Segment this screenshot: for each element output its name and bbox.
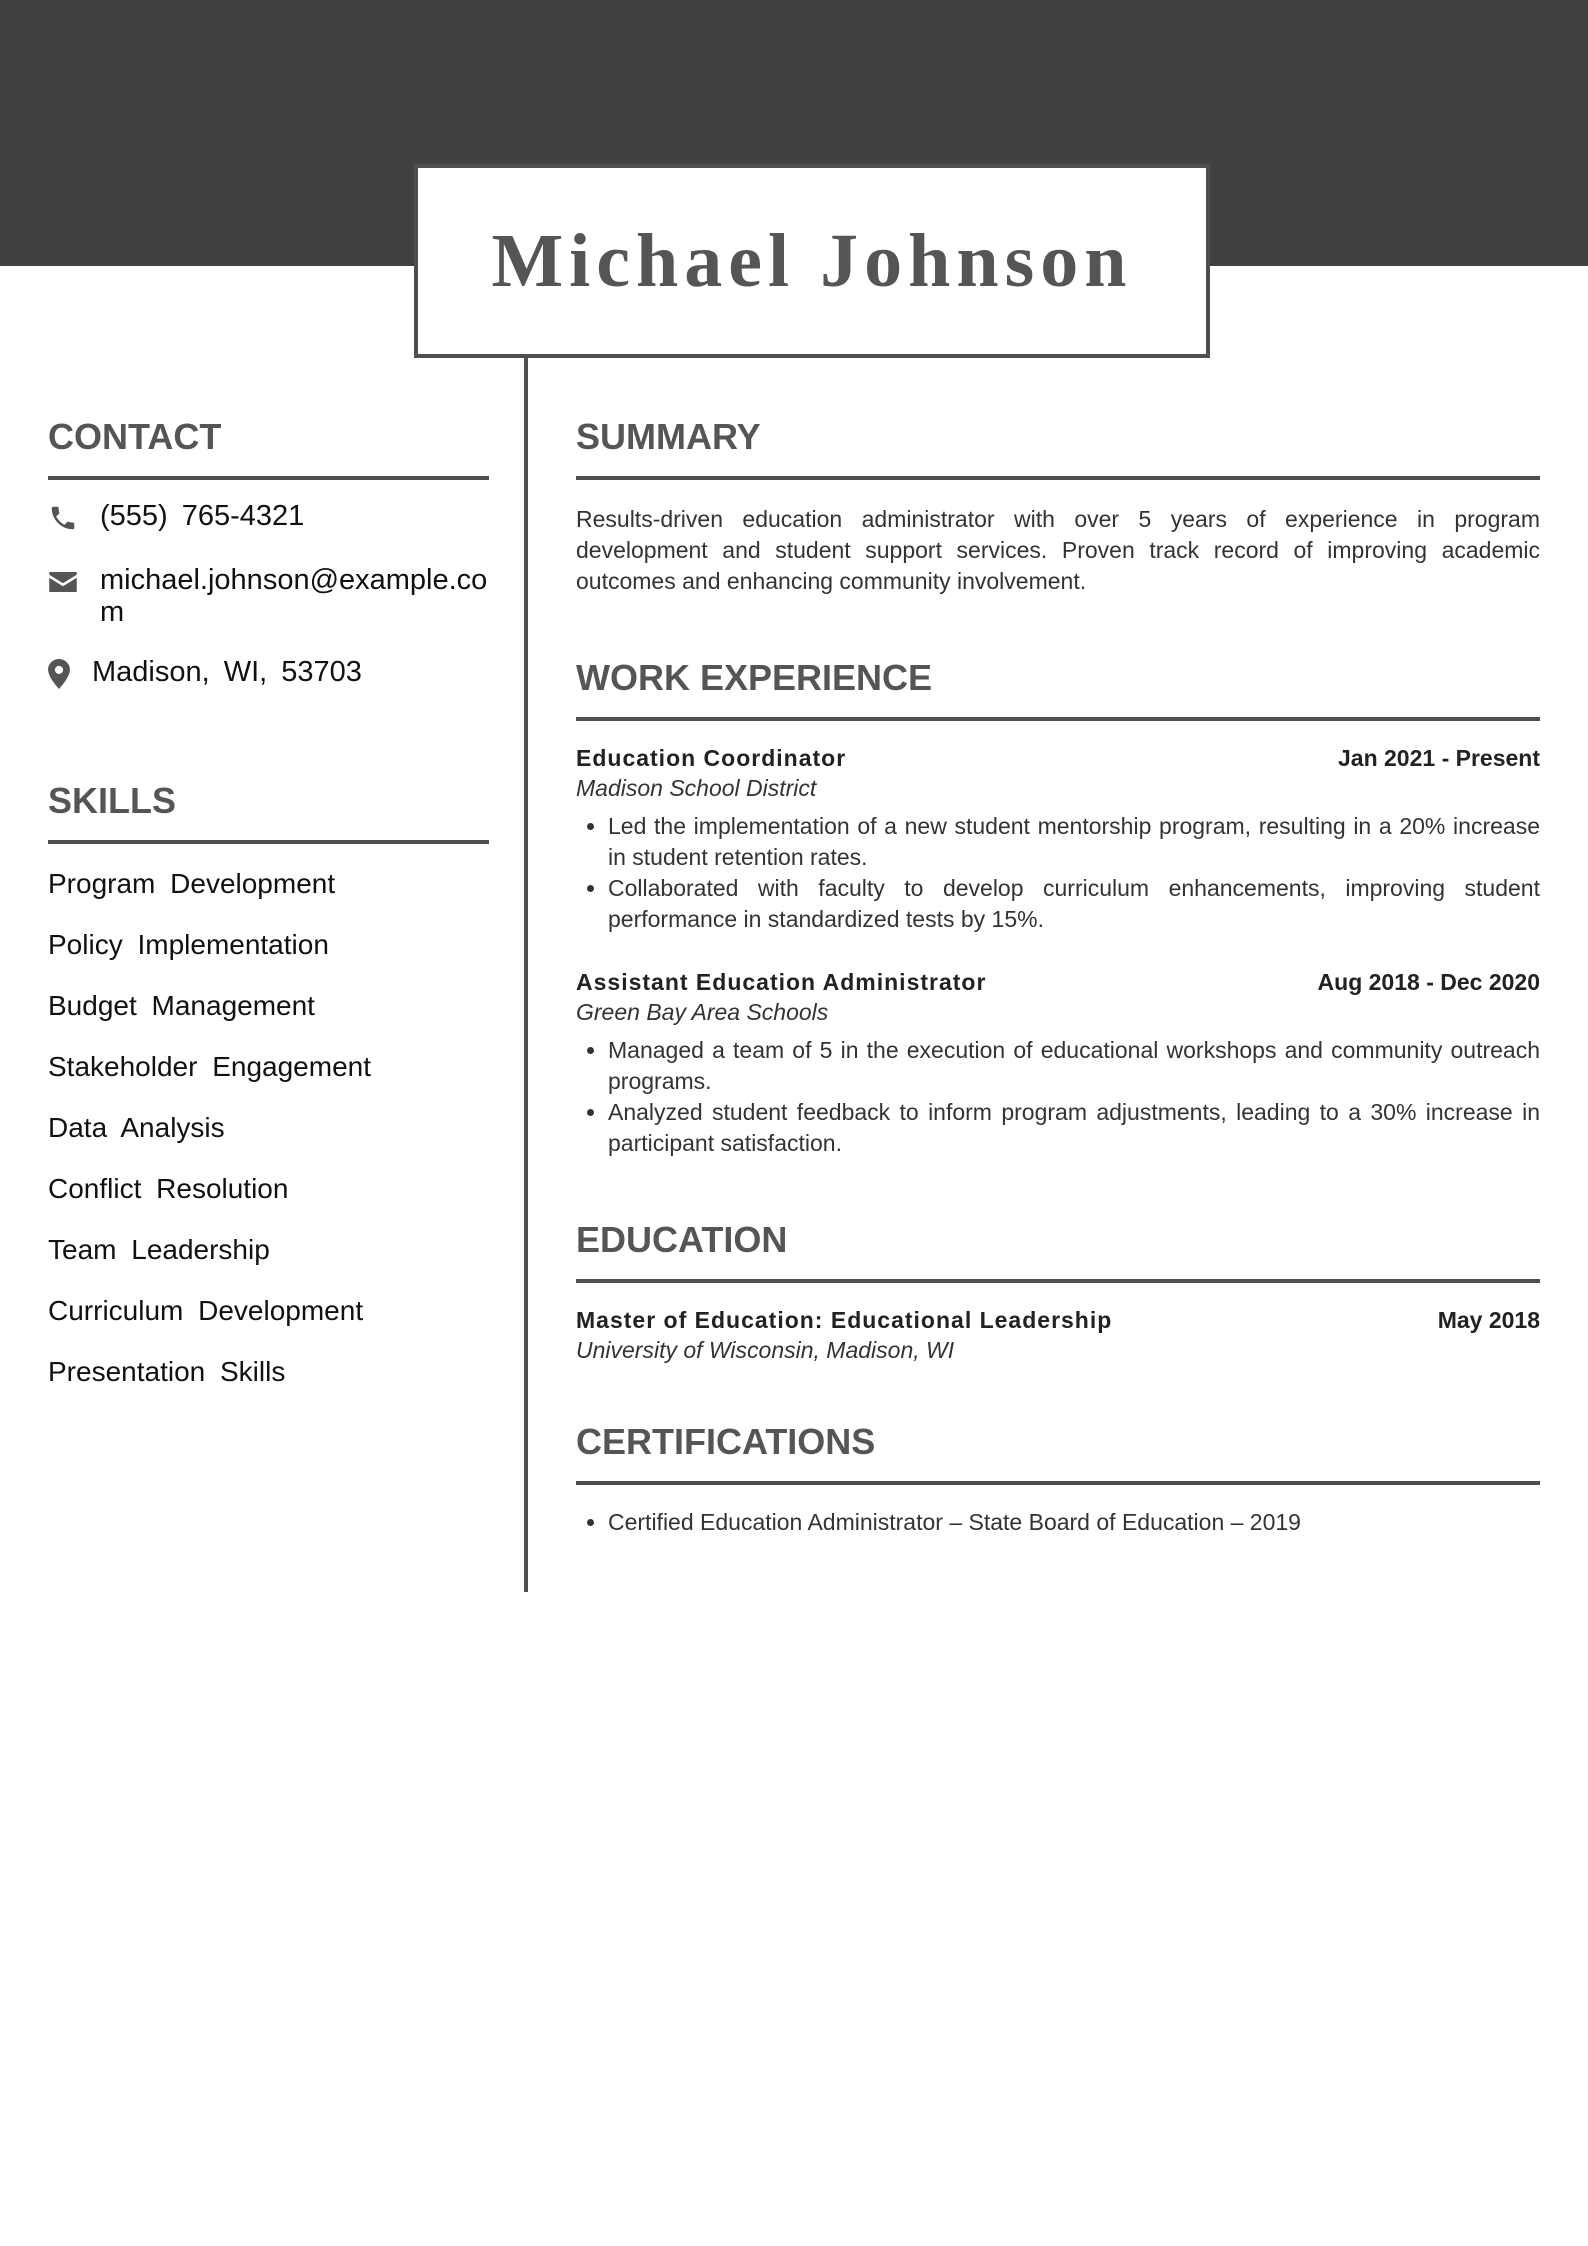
contact-email bbox=[48, 564, 489, 628]
skill-item: Curriculum Development bbox=[48, 1295, 364, 1326]
job-bullet: • Analyzed student feedback to inform program adjustments, leading to a 30% increase in participant satisfaction. bbox=[608, 1097, 1540, 1159]
job-bullet: • Managed a team of 5 in the execution of educational workshops and community outreach programs. bbox=[608, 1035, 1540, 1097]
certifications-list bbox=[576, 1507, 1540, 1538]
job-entry bbox=[576, 743, 1540, 935]
job-entry bbox=[576, 967, 1540, 1159]
experience-rule bbox=[576, 717, 1540, 721]
skills-list bbox=[48, 864, 489, 1413]
education-section bbox=[576, 1213, 1540, 1365]
skill-item: Budget Management bbox=[48, 990, 315, 1021]
skill-item: Presentation Skills bbox=[48, 1356, 286, 1387]
job-title: Education Coordinator bbox=[576, 745, 847, 771]
summary-rule bbox=[576, 476, 1540, 480]
summary-text: Results-driven education administrator with over 5 years of experience in program development and student support services. Proven track record of improving academic outcomes and enhancing community involvement. bbox=[576, 506, 1540, 594]
certifications-section bbox=[576, 1415, 1540, 1538]
email-address: michael.johnson@example.com bbox=[100, 564, 488, 628]
candidate-name: Michael Johnson bbox=[491, 218, 1133, 303]
job-title: Assistant Education Administrator bbox=[576, 969, 987, 995]
school-name: University of Wisconsin, Madison, WI bbox=[576, 1337, 955, 1363]
skills-rule bbox=[48, 840, 489, 844]
skills-section bbox=[48, 774, 489, 1413]
right-column bbox=[576, 410, 1540, 1538]
column-divider bbox=[524, 358, 528, 1592]
skill-item: Policy Implementation bbox=[48, 929, 329, 960]
job-organization: Green Bay Area Schools bbox=[576, 999, 829, 1025]
skill-item: Program Development bbox=[48, 868, 336, 899]
job-dates: Jan 2021 - Present bbox=[1337, 745, 1540, 771]
job-bullet: • Led the implementation of a new student mentorship program, resulting in a 20% increase in student retention rates. bbox=[608, 811, 1540, 873]
education-entry bbox=[576, 1305, 1540, 1365]
summary-title: SUMMARY bbox=[576, 416, 761, 457]
left-column bbox=[48, 410, 489, 1413]
job-bullet: • Collaborated with faculty to develop curriculum enhancements, improving student performance in standardized tests by 15%. bbox=[608, 873, 1540, 935]
phone-icon bbox=[48, 500, 84, 536]
education-title: EDUCATION bbox=[576, 1219, 788, 1260]
contact-location bbox=[48, 656, 489, 692]
map-pin-icon bbox=[48, 656, 76, 692]
name-box bbox=[414, 164, 1210, 358]
summary-section bbox=[576, 410, 1540, 597]
skills-title: SKILLS bbox=[48, 780, 177, 821]
contact-title: CONTACT bbox=[48, 416, 222, 457]
education-rule bbox=[576, 1279, 1540, 1283]
contact-rule bbox=[48, 476, 489, 480]
skill-item: Stakeholder Engagement bbox=[48, 1051, 371, 1082]
certifications-rule bbox=[576, 1481, 1540, 1485]
experience-section bbox=[576, 651, 1540, 1159]
skill-item: Conflict Resolution bbox=[48, 1173, 289, 1204]
job-header bbox=[576, 967, 1540, 997]
certification-item: • Certified Education Administrator – State Board of Education – 2019 bbox=[608, 1507, 1540, 1538]
contact-phone bbox=[48, 500, 489, 536]
job-organization: Madison School District bbox=[576, 775, 817, 801]
job-bullets bbox=[576, 1035, 1540, 1159]
certifications-title: CERTIFICATIONS bbox=[576, 1421, 876, 1462]
job-bullets bbox=[576, 811, 1540, 935]
skill-item: Team Leadership bbox=[48, 1234, 270, 1265]
skill-item: Data Analysis bbox=[48, 1112, 225, 1143]
degree-name: Master of Education: Educational Leadership bbox=[576, 1307, 1113, 1333]
envelope-icon bbox=[48, 564, 84, 600]
contact-section bbox=[48, 410, 489, 692]
job-dates: Aug 2018 - Dec 2020 bbox=[1317, 969, 1540, 995]
job-header bbox=[576, 743, 1540, 773]
degree-date: May 2018 bbox=[1437, 1307, 1540, 1333]
experience-title: WORK EXPERIENCE bbox=[576, 657, 933, 698]
education-header bbox=[576, 1305, 1540, 1335]
location-text: Madison, WI, 53703 bbox=[92, 656, 362, 688]
phone-number: (555) 765-4321 bbox=[100, 500, 305, 532]
